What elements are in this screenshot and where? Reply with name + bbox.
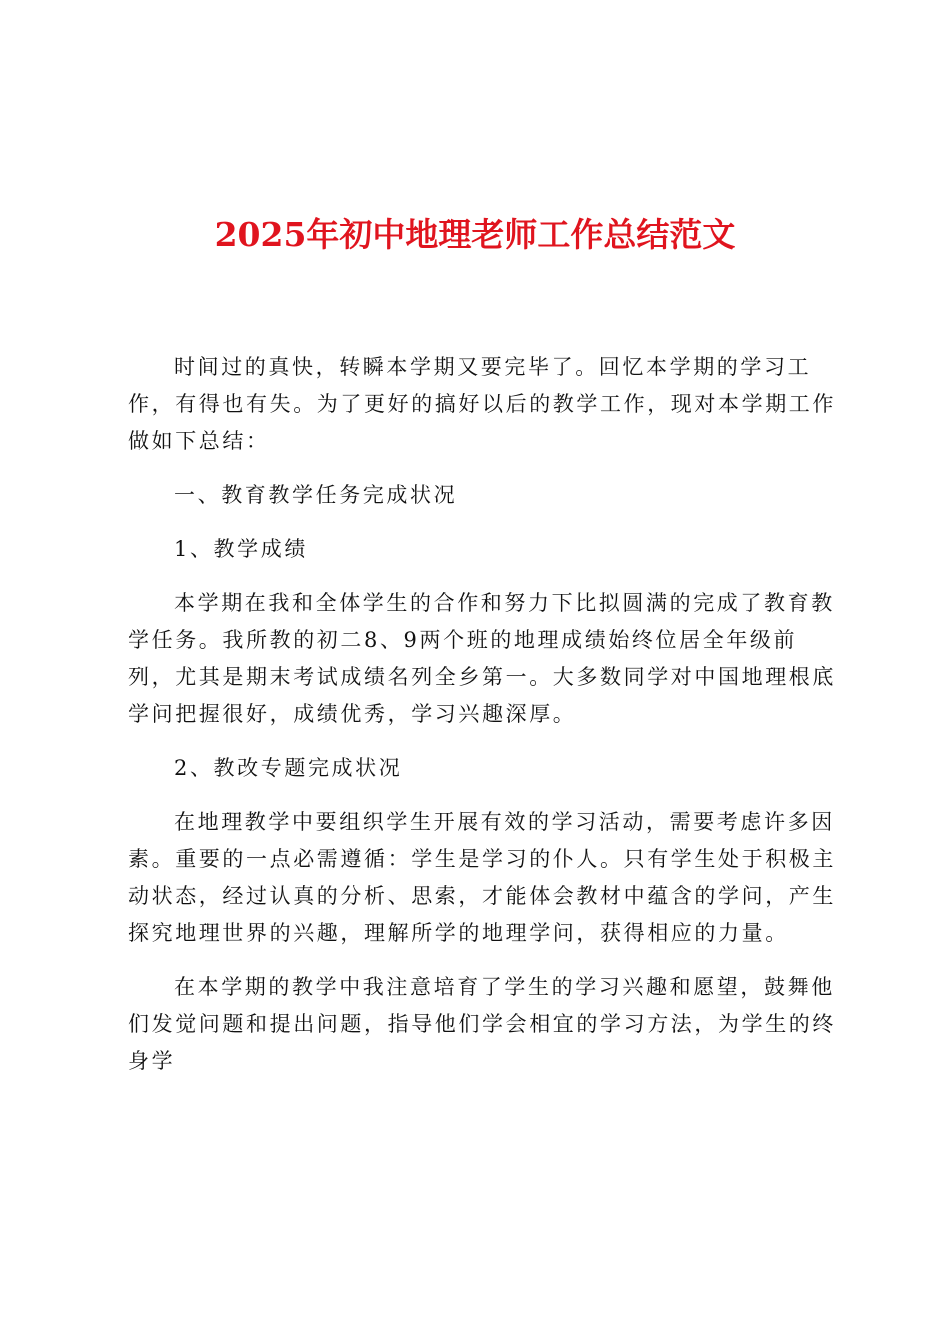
section-heading-1: 一、教育教学任务完成状况 xyxy=(174,483,458,507)
subsection-heading-1: 1、教学成绩 xyxy=(174,537,308,561)
paragraph-teaching-results: 本学期在我和全体学生的合作和努力下比拟圆满的完成了教育教学任务。我所教的初二8、9两个班的地理成绩始终位居全年级前列，尤其是期末考试成绩名列全乡第一。大多数同学对中国地理根底学问把握很好，成绩优秀，学习兴趣深厚。 xyxy=(128,591,836,726)
paragraph-teaching-reform: 在地理教学中要组织学生开展有效的学习活动，需要考虑许多因素。重要的一点必需遵循：学生是学习的仆人。只有学生处于积极主动状态，经过认真的分析、思索，才能体会教材中蕴含的学问，产生探究地理世界的兴趣，理解所学的地理学问，获得相应的力量。 xyxy=(128,810,836,945)
document-title: 2025年初中地理老师工作总结范文 xyxy=(214,215,736,254)
paragraph-interest-cultivation: 在本学期的教学中我注意培育了学生的学习兴趣和愿望，鼓舞他们发觉问题和提出问题，指导他们学会相宜的学习方法，为学生的终身学 xyxy=(128,975,836,1073)
document-body xyxy=(128,349,838,1097)
subsection-heading-2: 2、教改专题完成状况 xyxy=(174,756,403,780)
paragraph-intro: 时间过的真快，转瞬本学期又要完毕了。回忆本学期的学习工作，有得也有失。为了更好的搞好以后的教学工作，现对本学期工作做如下总结： xyxy=(128,355,836,453)
